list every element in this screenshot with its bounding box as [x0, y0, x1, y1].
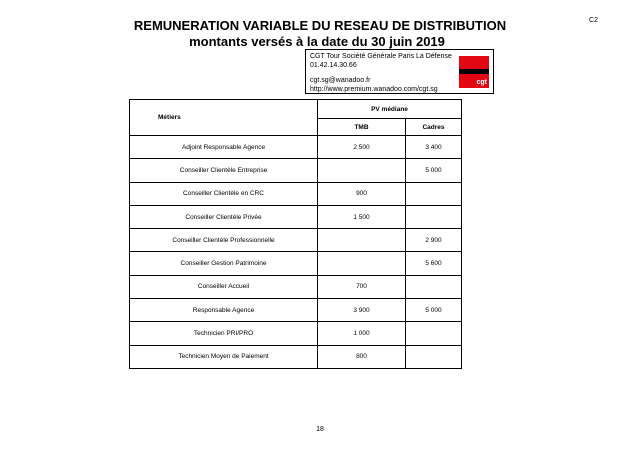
table-row [130, 182, 462, 205]
cell-cadres: 5 000 [406, 299, 462, 322]
cell-tmb [318, 159, 406, 182]
contact-phone: 01.42.14.30.66 [310, 62, 357, 69]
cell-cadres [406, 205, 462, 228]
table-row [130, 136, 462, 159]
cell-cadres: 3 400 [406, 136, 462, 159]
cell-metier: Responsable Agence [130, 299, 318, 322]
table-row [130, 252, 462, 275]
cell-cadres [406, 275, 462, 298]
cell-tmb: 800 [318, 345, 406, 368]
contact-box [305, 49, 494, 94]
cell-cadres [406, 322, 462, 345]
cell-tmb: 900 [318, 182, 406, 205]
cell-metier: Adjoint Responsable Agence [130, 136, 318, 159]
cell-metier: Technicien Moyen de Paiement [130, 345, 318, 368]
table-row [130, 345, 462, 368]
cell-cadres [406, 345, 462, 368]
cell-cadres: 5 000 [406, 159, 462, 182]
table-row [130, 159, 462, 182]
cell-tmb: 3 900 [318, 299, 406, 322]
table-row [130, 322, 462, 345]
cell-tmb [318, 229, 406, 252]
cell-metier: Conseiller Gestion Patrimoine [130, 252, 318, 275]
page-code: C2 [589, 17, 598, 24]
contact-website[interactable]: http://www.premium.wanadoo.com/cgt.sg [310, 86, 438, 93]
remuneration-table [129, 99, 462, 369]
header-cadres: Cadres [406, 119, 462, 136]
table-row [130, 229, 462, 252]
cell-cadres [406, 182, 462, 205]
table-row [130, 205, 462, 228]
cell-metier: Conseiller Accueil [130, 275, 318, 298]
page-number: 18 [316, 426, 324, 433]
cell-metier: Conseiller Clientèle Professionnelle [130, 229, 318, 252]
header-tmb: TMB [318, 119, 406, 136]
cell-tmb: 2 500 [318, 136, 406, 159]
cell-metier: Technicien PRI/PRO [130, 322, 318, 345]
document-subtitle: montants versés à la date du 30 juin 2019 [189, 34, 445, 49]
cell-cadres: 2 900 [406, 229, 462, 252]
header-metiers: Métiers [130, 100, 318, 136]
cell-metier: Conseiller Clientèle en CRC [130, 182, 318, 205]
cell-metier: Conseiller Clientèle Entreprise [130, 159, 318, 182]
cell-tmb: 1 500 [318, 205, 406, 228]
table-row [130, 275, 462, 298]
cell-metier: Conseiller Clientèle Privée [130, 205, 318, 228]
contact-email[interactable]: cgt.sg@wanadoo.fr [310, 77, 371, 84]
document-title: REMUNERATION VARIABLE DU RESEAU DE DISTRIBUTION [133, 18, 507, 33]
logo-text: cgt [476, 79, 487, 86]
cell-cadres: 5 600 [406, 252, 462, 275]
contact-address: CGT Tour Société Générale Paris La Défense [310, 53, 452, 60]
cell-tmb: 700 [318, 275, 406, 298]
header-pv-mediane: PV médiane [318, 100, 462, 119]
cell-tmb [318, 252, 406, 275]
cell-tmb: 1 000 [318, 322, 406, 345]
cgt-logo [459, 56, 489, 88]
table-row [130, 299, 462, 322]
